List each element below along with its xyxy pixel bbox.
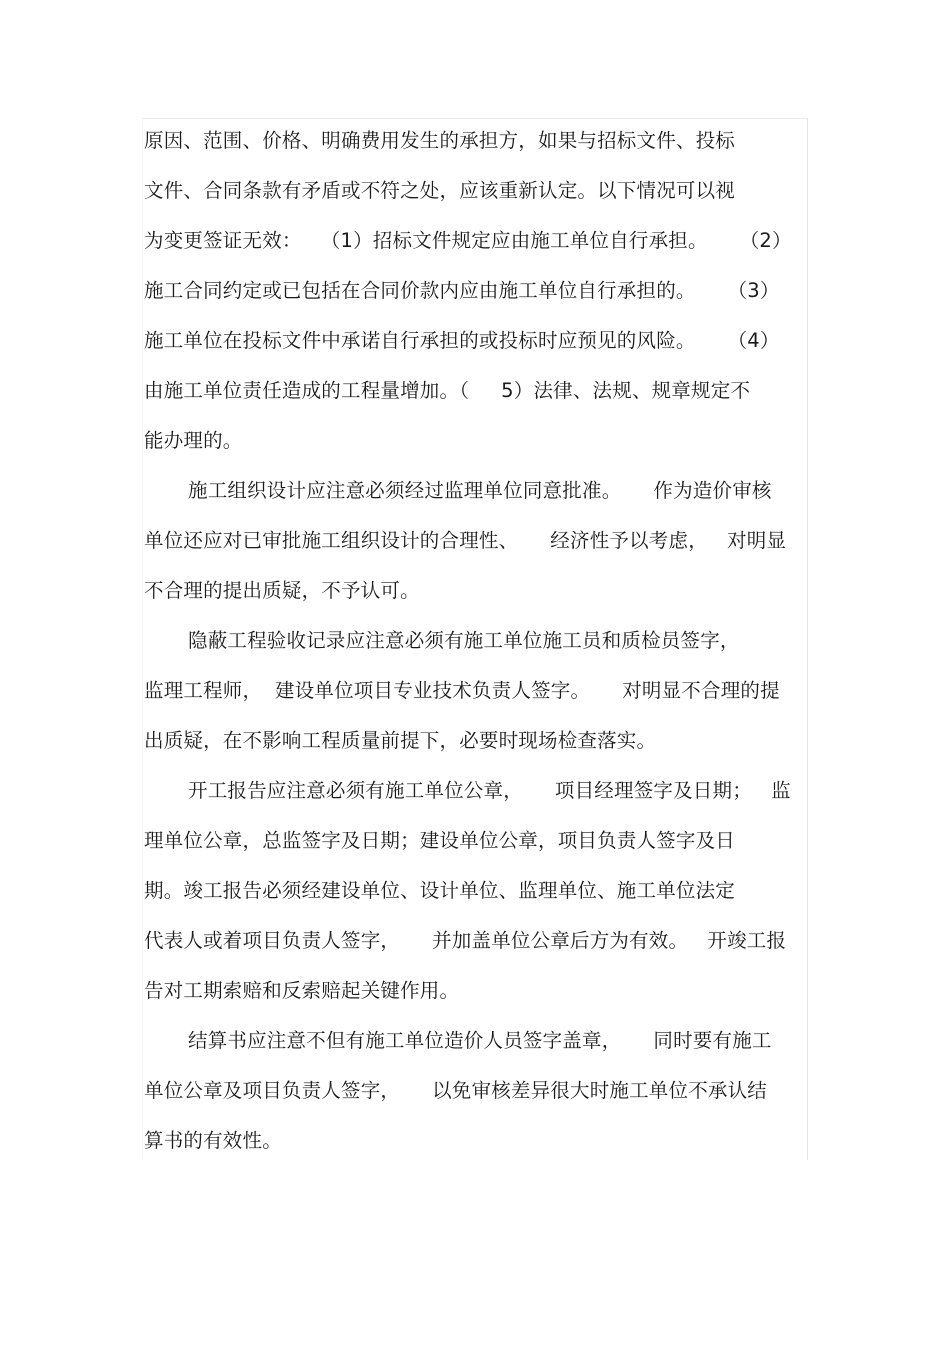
text-line: 监理工程师， 建设单位项目专业技术负责人签字。 对明显不合理的提	[144, 679, 780, 702]
paragraph-start-line: 结算书应注意不但有施工单位造价人员签字盖章， 同时要有施工	[188, 1029, 772, 1052]
paragraph-start-line: 隐蔽工程验收记录应注意必须有施工单位施工员和质检员签字，	[188, 629, 740, 652]
paragraph-start-line: 开工报告应注意必须有施工单位公章， 项目经理签字及日期； 监	[188, 779, 791, 802]
text-line: 算书的有效性。	[144, 1129, 282, 1152]
text-line: 代表人或着项目负责人签字， 并加盖单位公章后方为有效。 开竣工报	[144, 929, 787, 952]
text-line: 施工合同约定或已包括在合同价款内应由施工单位自行承担的。 （3）	[144, 279, 780, 302]
text-line: 告对工期索赔和反索赔起关键作用。	[144, 979, 460, 1002]
paragraph-start-line: 施工组织设计应注意必须经过监理单位同意批准。 作为造价审核	[188, 479, 772, 502]
text-line: 能办理的。	[144, 429, 243, 452]
text-line: 施工单位在投标文件中承诺自行承担的或投标时应预见的风险。 （4）	[144, 329, 780, 352]
text-line: 理单位公章，总监签字及日期；建设单位公章，项目负责人签字及日	[144, 829, 736, 852]
text-line: 期。竣工报告必须经建设单位、设计单位、监理单位、施工单位法定	[144, 879, 736, 902]
text-line: 文件、合同条款有矛盾或不符之处，应该重新认定。以下情况可以视	[144, 179, 736, 202]
text-line: 原因、范围、价格、明确费用发生的承担方，如果与招标文件、投标	[144, 129, 736, 152]
text-line: 由施工单位责任造成的工程量增加。（ 5）法律、法规、规章规定不	[144, 379, 751, 402]
text-line: 不合理的提出质疑，不予认可。	[144, 579, 420, 602]
text-line: 为变更签证无效： （1）招标文件规定应由施工单位自行承担。 （2）	[144, 229, 792, 252]
text-line: 出质疑，在不影响工程质量前提下，必要时现场检查落实。	[144, 729, 657, 752]
text-line: 单位公章及项目负责人签字， 以免审核差异很大时施工单位不承认结	[144, 1079, 767, 1102]
text-line: 单位还应对已审批施工组织设计的合理性、 经济性予以考虑， 对明显	[144, 529, 787, 552]
